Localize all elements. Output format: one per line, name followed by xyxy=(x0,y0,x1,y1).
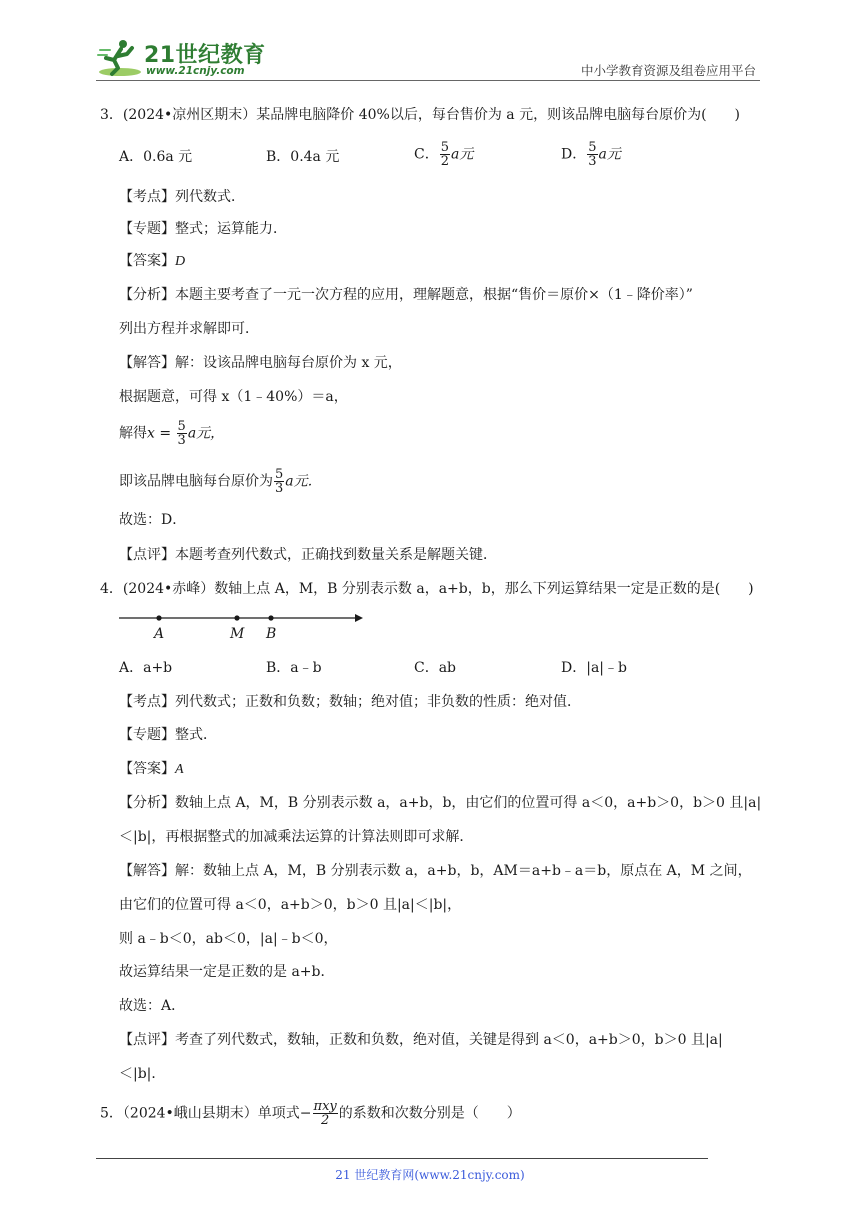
solution-line-4 xyxy=(119,468,322,495)
option-c xyxy=(414,141,473,168)
option-b: B．a﹣b xyxy=(266,660,322,676)
label-a: A xyxy=(154,626,165,642)
header-divider xyxy=(96,80,760,81)
question-stem: (2024•凉州区期末）某品牌电脑降价 40%以后，每台售价为 a 元，则该品牌电脑每台原价为( ) xyxy=(122,107,741,123)
arrow-head-icon xyxy=(355,614,363,622)
fraction-numerator: 5 xyxy=(275,467,284,482)
option-value: a元 xyxy=(598,146,621,163)
label-b: B xyxy=(266,626,277,642)
option-a: A．0.6a 元 xyxy=(119,149,193,165)
answer-label: 【答案】 xyxy=(119,253,175,269)
header-tagline: 中小学教育资源及组卷应用平台 xyxy=(580,63,756,78)
fraction-numerator: 5 xyxy=(588,140,597,155)
fraction-denominator: 3 xyxy=(177,433,186,448)
question-5 xyxy=(100,1100,521,1127)
solution-text: 即该品牌电脑每台原价为 xyxy=(119,473,273,490)
analysis-line-2: 列出方程并求解即可． xyxy=(119,321,259,337)
option-a: A．a+b xyxy=(119,660,173,676)
answer-value: D xyxy=(175,254,186,269)
fraction xyxy=(440,141,450,168)
final-choice: 故选：A． xyxy=(119,998,186,1014)
site-logo xyxy=(96,36,266,80)
comment: 【点评】本题考查列代数式，正确找到数量关系是解题关键． xyxy=(119,547,497,563)
fraction-denominator: 3 xyxy=(275,481,284,496)
option-label: D． xyxy=(561,146,587,163)
fraction xyxy=(587,141,597,168)
label-m: M xyxy=(230,626,245,642)
solution-line-4: 故运算结果一定是正数的是 a+b． xyxy=(119,964,335,980)
footer-divider xyxy=(96,1158,708,1159)
answer-label: 【答案】 xyxy=(119,761,175,777)
option-b: B．0.4a 元 xyxy=(266,149,340,165)
solution-text: a元， xyxy=(187,425,225,442)
solution-text: 解得 xyxy=(119,425,147,442)
fraction xyxy=(177,420,187,447)
final-choice: 故选：D． xyxy=(119,512,187,528)
fraction-numerator: 5 xyxy=(177,419,186,434)
comment-line-2: ＜|b|． xyxy=(119,1066,166,1082)
kaodian: 【考点】列代数式． xyxy=(119,189,245,205)
point-m xyxy=(234,615,239,620)
answer-value: A xyxy=(175,762,184,777)
runner-logo-icon xyxy=(96,36,142,80)
brand-url: www.21cnjy.com xyxy=(146,65,245,77)
analysis-line-1: 【分析】数轴上点 A，M，B 分别表示数 a，a+b，b，由它们的位置可得 a＜0，a+b＞0，b＞0 且|a| xyxy=(119,795,762,811)
brand-name: 21世纪教育 xyxy=(144,43,266,68)
fraction-numerator: 5 xyxy=(440,140,449,155)
number-line-figure xyxy=(119,606,369,646)
question-number: 3． xyxy=(100,107,123,123)
kaodian: 【考点】列代数式；正数和负数；数轴；绝对值；非负数的性质：绝对值． xyxy=(119,694,581,710)
point-a xyxy=(156,615,161,620)
analysis-line-1: 【分析】本题主要考查了一元一次方程的应用，理解题意，根据“售价＝原价×（1﹣降价率）” xyxy=(119,287,693,303)
option-c: C．ab xyxy=(414,660,457,676)
solution-line-3: 则 a﹣b＜0，ab＜0，|a|﹣b＜0， xyxy=(119,931,338,947)
question-3 xyxy=(100,105,740,125)
footer-link[interactable]: 21 世纪教育网(www.21cnjy.com) xyxy=(335,1168,525,1182)
fraction xyxy=(313,1100,338,1127)
question-stem-tail: 的系数和次数分别是（ ） xyxy=(338,1105,521,1122)
solution-line-2: 由它们的位置可得 a＜0，a+b＞0，b＞0 且|a|＜|b|， xyxy=(119,897,462,913)
option-d xyxy=(561,141,621,168)
solution-line-3 xyxy=(119,420,224,447)
question-number: 4． xyxy=(100,581,123,597)
answer xyxy=(119,251,185,272)
point-b xyxy=(268,615,273,620)
comment-line-1: 【点评】考查了列代数式，数轴，正数和负数，绝对值，关键是得到 a＜0，a+b＞0，b＞0 且|a| xyxy=(119,1032,723,1048)
solution-line-2: 根据题意，可得 x（1﹣40%）＝a， xyxy=(119,389,348,405)
fraction xyxy=(274,468,284,495)
analysis-line-2: ＜|b|，再根据整式的加减乘法运算的计算法则即可求解． xyxy=(119,829,474,845)
zhuanti: 【专题】整式． xyxy=(119,727,217,743)
fraction-denominator: 2 xyxy=(321,1113,330,1128)
question-stem: (2024•赤峰）数轴上点 A，M，B 分别表示数 a，a+b，b，那么下列运算结果一定是正数的是( ) xyxy=(122,581,754,597)
option-label: C． xyxy=(414,146,439,163)
question-stem: （2024•峨山县期末）单项式− xyxy=(122,1105,312,1122)
question-4 xyxy=(100,579,754,599)
math-variable: x xyxy=(147,425,155,442)
answer xyxy=(119,759,184,780)
fraction-denominator: 2 xyxy=(440,154,449,169)
fraction-numerator: πxy xyxy=(313,1099,337,1114)
option-d: D．|a|﹣b xyxy=(561,660,627,676)
zhuanti: 【专题】整式；运算能力． xyxy=(119,221,287,237)
solution-text: a元． xyxy=(285,473,322,490)
question-number: 5． xyxy=(100,1105,123,1122)
option-value: a元 xyxy=(451,146,474,163)
solution-line-1: 【解答】解：数轴上点 A，M，B 分别表示数 a，a+b，b，AM＝a+b﹣a＝b，原点在 A，M 之间， xyxy=(119,863,752,879)
equals-sign: = xyxy=(154,425,176,442)
solution-line-1: 【解答】解：设该品牌电脑每台原价为 x 元， xyxy=(119,355,402,371)
fraction-denominator: 3 xyxy=(588,154,597,169)
